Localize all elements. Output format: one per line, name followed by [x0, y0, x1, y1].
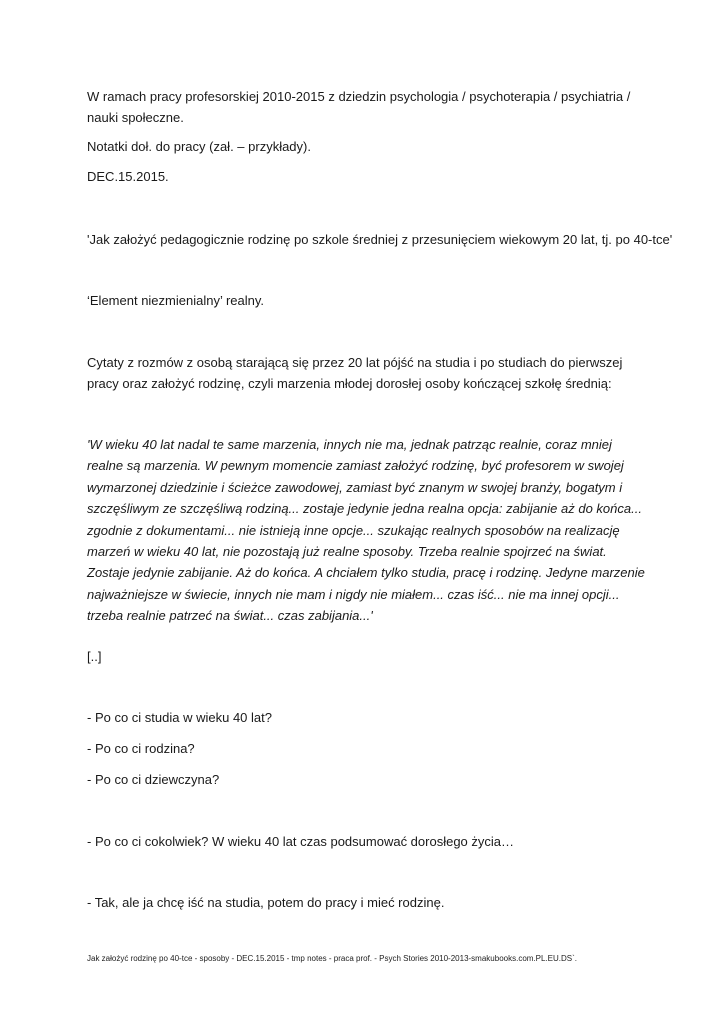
citations-intro-paragraph: Cytaty z rozmów z osobą starającą się przez 20 lat pójść na studia i po studiach do pierwszej pracy oraz założyć rodzinę, czyli marzenia młodej dorosłej osoby kończącej szkołę średnią:	[87, 355, 623, 391]
dialogue-line: - Tak, ale ja chcę iść na studia, potem do pracy i mieć rodzinę.	[87, 895, 445, 910]
date-line: DEC.15.2015.	[87, 169, 169, 184]
title-question: 'Jak założyć pedagogicznie rodzinę po szkole średniej z przesunięciem wiekowym 20 lat, tj. po 40-tce'	[87, 232, 673, 247]
dialogue-line: - Po co ci studia w wieku 40 lat?	[87, 710, 272, 725]
page-footer: Jak założyć rodzinę po 40-tce - sposoby - DEC.15.2015 - tmp notes - praca prof. - Psych Stories 2010-2013-smakubooks.com.PL.EU.DS`.	[87, 954, 577, 963]
intro-paragraph: W ramach pracy profesorskiej 2010-2015 z dziedzin psychologia / psychoterapia / psychiatria / nauki społeczne.	[87, 89, 631, 125]
notes-line: Notatki doł. do pracy (zał. – przykłady).	[87, 139, 311, 154]
ellipsis-line: [..]	[87, 649, 102, 664]
dialogue-line: - Po co ci rodzina?	[87, 741, 195, 756]
dialogue-line: - Po co ci cokolwiek? W wieku 40 lat czas podsumować dorosłego życia…	[87, 834, 515, 849]
dialogue-line: - Po co ci dziewczyna?	[87, 772, 220, 787]
element-line: ‘Element niezmienialny’ realny.	[87, 293, 265, 308]
quote-paragraph: 'W wieku 40 lat nadal te same marzenia, innych nie ma, jednak patrząc realnie, coraz mniej realne są marzenia. W pewnym momencie zamiast założyć rodzinę, być profesorem w swojej wymarzonej dziedzinie i ścieżce zawodowej, zamiast być znanym w swojej branży, bogatym i szczęśliwym ze szczęśliwą rodziną... zostaje jedynie jedna realna opcja: zabijanie aż do końca... zgodnie z dokumentami... nie istnieją inne opcje... szukając realnych sposobów na realizację marzeń w wieku 40 lat, nie pozostają już realne sposoby. Trzeba realnie spojrzeć na świat. Zostaje jedynie zabijanie. Aż do końca. A chciałem tylko studia, pracę i rodzinę. Jedyne marzenie najważniejsze w świecie, innych nie mam i nigdy nie miałem... czas iść... nie ma innej opcji... trzeba realnie patrzeć na świat... czas zabijania...'	[87, 437, 645, 624]
